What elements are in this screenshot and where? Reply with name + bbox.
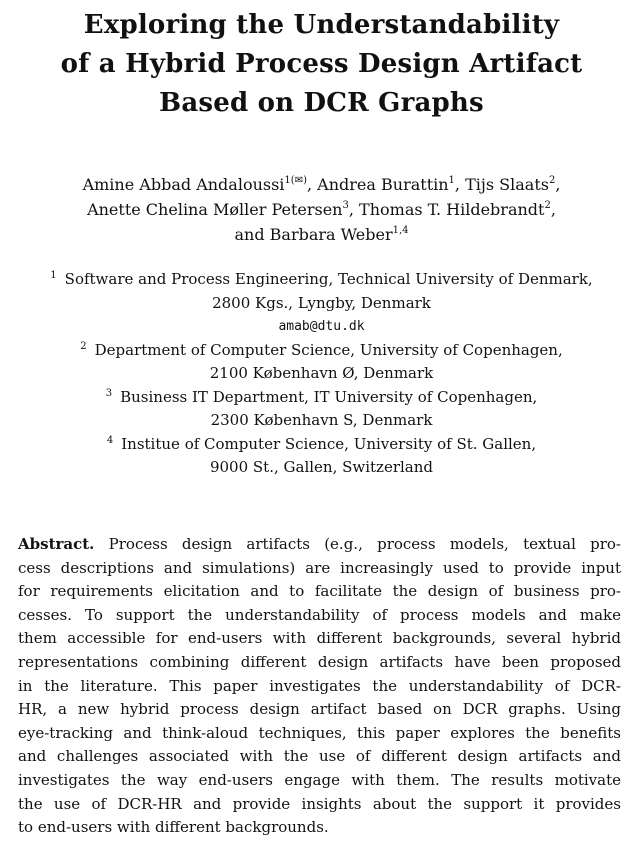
author-affil-mark: 3 bbox=[342, 200, 349, 211]
abstract-line: for requirements elicitation and to facilitate the design of business pro- bbox=[18, 582, 621, 601]
author-line: Amine Abbad Andaloussi$^{1(✉)}$, Andrea Burattin$^1$, Tijs Slaats$^2$, bbox=[82, 175, 561, 194]
author-line bbox=[0, 222, 643, 247]
abstract bbox=[18, 533, 621, 840]
affiliation-list bbox=[0, 268, 643, 480]
affiliation-line: $^4$ Institue of Computer Science, University of St. Gallen, bbox=[106, 434, 537, 453]
abstract-line: cess descriptions and simulations) are increasingly used to provide input bbox=[18, 558, 621, 577]
author-affil-mark: 1 bbox=[448, 175, 455, 186]
abstract-line: Abstract. Process design artifacts (e.g., process models, textual pro- bbox=[18, 535, 621, 553]
title-line: of a Hybrid Process Design Artifact bbox=[60, 49, 583, 79]
affiliation-line: $^3$ Business IT Department, IT University of Copenhagen, bbox=[105, 387, 538, 406]
affiliation-line: 2300 København S, Denmark bbox=[210, 411, 433, 429]
abstract-line: them accessible for end-users with different backgrounds, several hybrid bbox=[18, 629, 621, 648]
abstract-line: in the literature. This paper investigates the understandability of DCR- bbox=[18, 676, 621, 695]
author-list bbox=[0, 172, 643, 247]
abstract-line: cesses. To support the understandability of process models and make bbox=[18, 605, 621, 624]
title-line: Exploring the Understandability bbox=[83, 10, 560, 40]
abstract-line: the use of DCR-HR and provide insights about the support it provides bbox=[18, 794, 621, 813]
author-name: Barbara Weber bbox=[269, 225, 393, 244]
affiliation-line: 2800 Kgs., Lyngby, Denmark bbox=[212, 293, 431, 312]
envelope-icon[interactable]: ✉ bbox=[294, 175, 304, 186]
affiliation-line: $^1$ Software and Process Engineering, Technical University of Denmark, bbox=[50, 270, 593, 288]
author-name: Amine Abbad Andaloussi bbox=[82, 175, 285, 194]
paper-title bbox=[0, 6, 643, 123]
affiliation-line: 2100 København Ø, Denmark bbox=[209, 364, 434, 382]
author-affil-mark: 1(✉) bbox=[284, 175, 307, 186]
abstract-label: Abstract. bbox=[18, 535, 95, 553]
author-name: Tijs Slaats bbox=[465, 175, 549, 194]
abstract-line: and challenges associated with the use of different design artifacts and bbox=[18, 747, 621, 766]
author-email[interactable]: amab@dtu.dk bbox=[278, 319, 365, 334]
author-name: Andrea Burattin bbox=[317, 175, 449, 194]
author-affil-mark: 2 bbox=[548, 175, 556, 186]
title-line: Based on DCR Graphs bbox=[159, 88, 484, 118]
affiliation-line: 9000 St., Gallen, Switzerland bbox=[209, 458, 434, 476]
author-and: and bbox=[234, 225, 265, 244]
abstract-line: eye-tracking and think-aloud techniques, this paper explores the benefits bbox=[18, 723, 621, 742]
abstract-line: investigates the way end-users engage with them. The results motivate bbox=[18, 770, 621, 789]
abstract-line: representations combining different design artifacts have been proposed bbox=[18, 652, 621, 671]
abstract-line: HR, a new hybrid process design artifact based on DCR graphs. Using bbox=[18, 700, 621, 719]
abstract-line: to end-users with different backgrounds. bbox=[18, 818, 329, 837]
author-name: Thomas T. Hildebrandt bbox=[359, 200, 545, 219]
author-name: Anette Chelina Møller Petersen bbox=[87, 200, 343, 219]
author-affil-mark: 2 bbox=[544, 200, 551, 211]
author-affil-mark: 1,4 bbox=[392, 225, 409, 236]
affiliation-line: $^2$ Department of Computer Science, University of Copenhagen, bbox=[80, 340, 563, 359]
author-line: Anette Chelina Møller Petersen$^3$, Thomas T. Hildebrandt$^2$, bbox=[87, 200, 556, 219]
